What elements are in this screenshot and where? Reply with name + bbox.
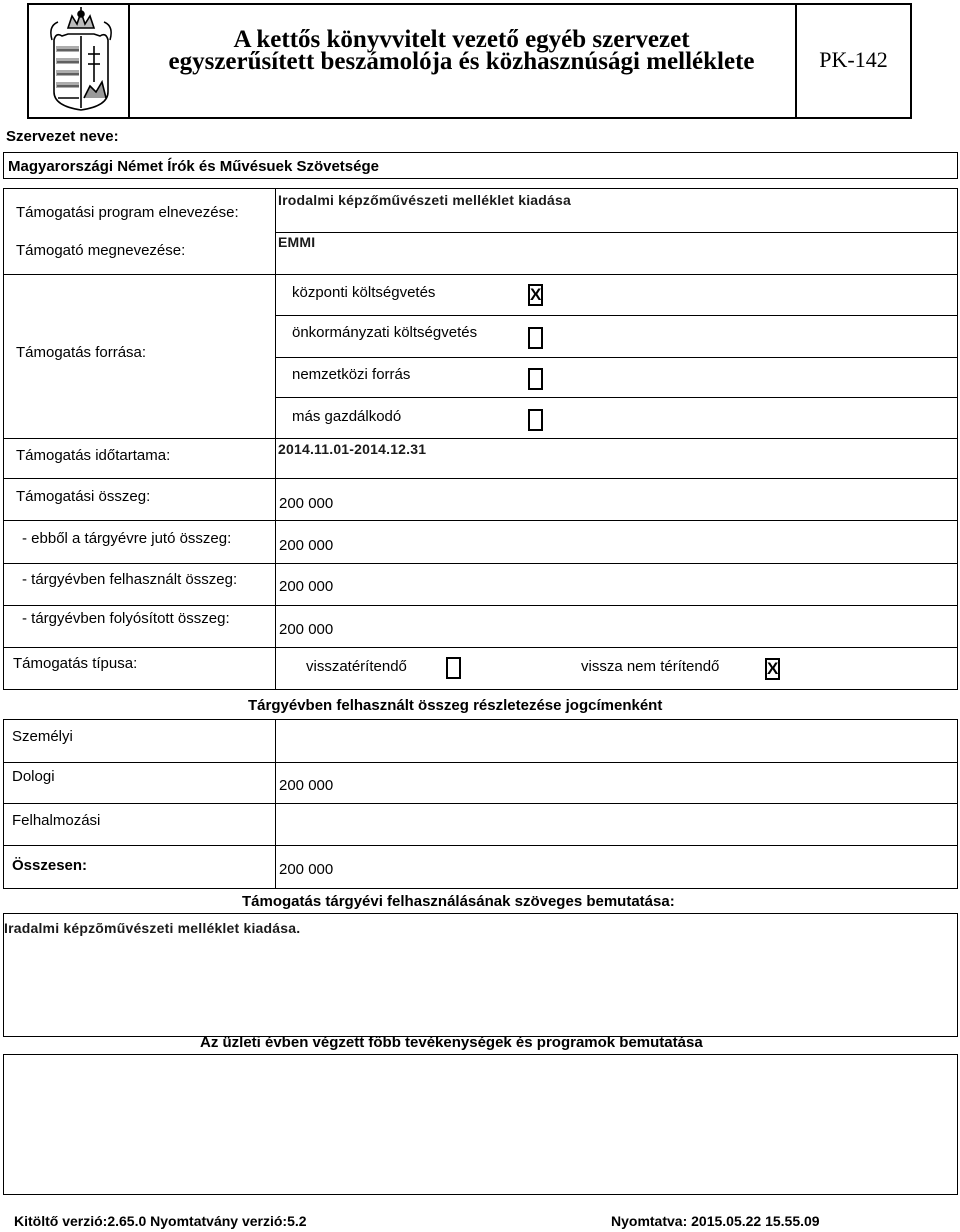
grant-type-label: Támogatás típusa:: [13, 655, 138, 672]
row-line: [275, 232, 958, 233]
row-line: [275, 357, 958, 358]
source-other-business-checkbox[interactable]: [528, 409, 543, 431]
breakdown-material-label: Dologi: [12, 768, 55, 785]
row-line: [3, 888, 958, 889]
activities-field[interactable]: [3, 1054, 958, 1195]
breakdown-total-value[interactable]: 200 000: [279, 861, 334, 878]
type-nonrefundable-checkbox[interactable]: X: [767, 659, 779, 678]
row-line: [3, 274, 958, 275]
type-refundable-checkbox[interactable]: [446, 657, 461, 679]
organization-name-field[interactable]: [3, 152, 958, 179]
breakdown-accumulation-label: Felhalmozási: [12, 812, 101, 829]
source-international-checkbox[interactable]: [528, 368, 543, 390]
duration-value[interactable]: 2014.11.01-2014.12.31: [278, 441, 427, 457]
row-line: [3, 647, 958, 648]
supporter-label: Támogató megnevezése:: [16, 242, 186, 259]
program-name-value[interactable]: Irodalmi képzőművészeti melléklet kiadása: [278, 192, 571, 208]
duration-label: Támogatás időtartama:: [16, 447, 171, 464]
organization-name-label: Szervezet neve:: [6, 128, 119, 145]
year-amount-value[interactable]: 200 000: [279, 537, 334, 554]
type-nonrefundable-label: vissza nem térítendő: [581, 658, 720, 675]
source-central-budget-checkbox[interactable]: X: [530, 285, 542, 304]
organization-name-value: Magyarországi Német Írók és Művésuek Szövetsége: [8, 158, 379, 175]
source-option-label: más gazdálkodó: [292, 408, 402, 425]
source-option-label: központi költségvetés: [292, 284, 436, 301]
type-refundable-label: visszatérítendő: [306, 658, 407, 675]
grant-column-divider: [275, 188, 276, 690]
source-municipal-budget-checkbox[interactable]: [528, 327, 543, 349]
grant-frame-right: [957, 188, 958, 690]
amount-value[interactable]: 200 000: [279, 495, 334, 512]
row-line: [3, 563, 958, 564]
row-line: [275, 397, 958, 398]
source-option-label: önkormányzati költségvetés: [292, 324, 478, 341]
program-name-label: Támogatási program elnevezése:: [16, 204, 239, 221]
usage-description-heading: Támogatás tárgyévi felhasználásának szöveges bemutatása:: [242, 893, 675, 910]
row-line: [3, 438, 958, 439]
used-amount-label: - tárgyévben felhasznált összeg:: [22, 571, 238, 588]
form-code: PK-142: [819, 47, 888, 72]
paid-amount-value[interactable]: 200 000: [279, 621, 334, 638]
row-line: [3, 719, 958, 720]
row-line: [3, 845, 958, 846]
footer-printed: Nyomtatva: 2015.05.22 15.55.09: [611, 1213, 820, 1229]
usage-description-text: Iradalmi képzõművészeti melléklet kiadása.: [4, 920, 301, 936]
form-title-line2: egyszerűsített beszámolója és közhasznúsági melléklete: [168, 48, 755, 75]
breakdown-total-label: Összesen:: [12, 857, 88, 874]
paid-amount-label: - tárgyévben folyósított összeg:: [22, 610, 230, 627]
supporter-value[interactable]: EMMI: [278, 234, 316, 250]
row-line: [275, 315, 958, 316]
row-line: [3, 478, 958, 479]
year-amount-label: - ebből a tárgyévre jutó összeg:: [22, 530, 232, 547]
row-line: [3, 605, 958, 606]
row-line: [3, 803, 958, 804]
coat-of-arms-icon: [48, 6, 114, 112]
breakdown-material-value[interactable]: 200 000: [279, 777, 334, 794]
usage-description-field[interactable]: [3, 913, 958, 1037]
grant-frame-top: [3, 188, 958, 189]
breakdown-heading: Tárgyévben felhasznált összeg részletezése jogcímenként: [248, 697, 663, 714]
row-line: [3, 762, 958, 763]
footer-version: Kitöltő verzió:2.65.0 Nyomtatvány verzió:5.2: [14, 1213, 307, 1229]
row-line: [3, 689, 958, 690]
used-amount-value[interactable]: 200 000: [279, 578, 334, 595]
row-line: [3, 520, 958, 521]
breakdown-personal-label: Személyi: [12, 728, 73, 745]
amount-label: Támogatási összeg:: [16, 488, 151, 505]
activities-heading: Az üzleti évben végzett főbb tevékenységek és programok bemutatása: [200, 1034, 703, 1051]
form-title-line1: A kettős könyvvitelt vezető egyéb szervezet: [233, 26, 690, 53]
source-label: Támogatás forrása:: [16, 344, 147, 361]
grant-frame-left: [3, 188, 4, 690]
source-option-label: nemzetközi forrás: [292, 366, 411, 383]
